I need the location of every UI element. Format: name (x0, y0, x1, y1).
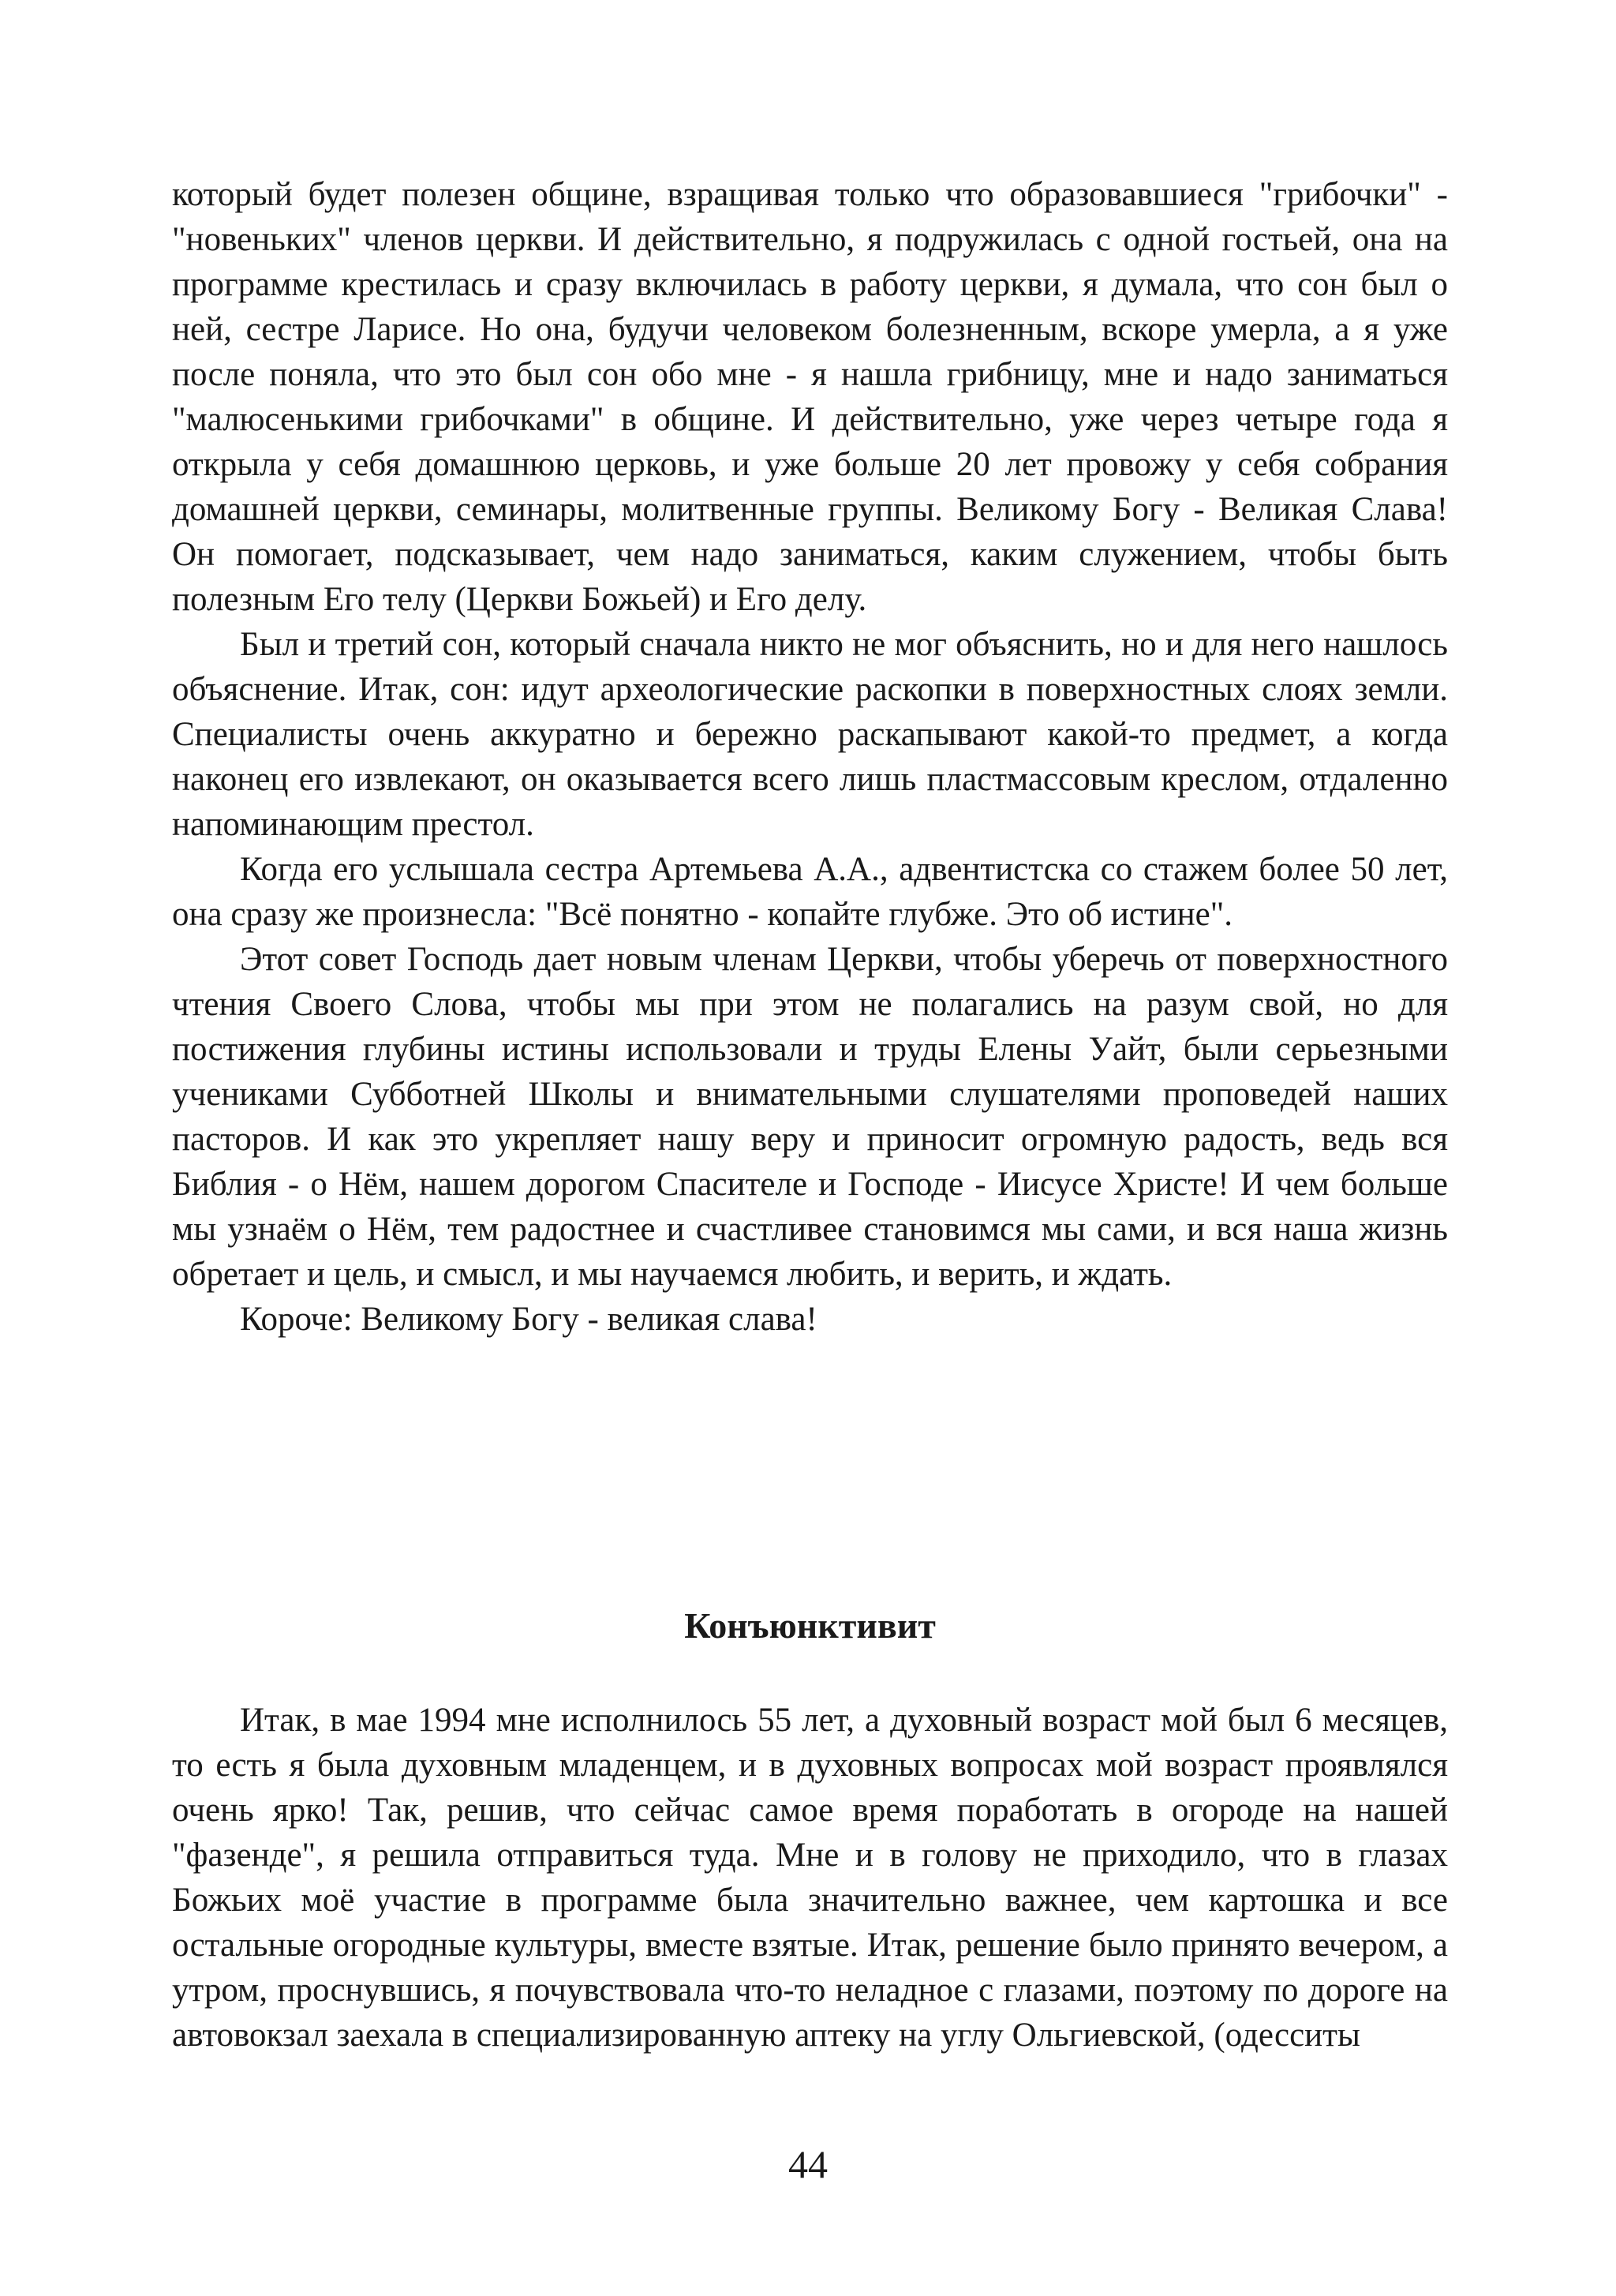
paragraph-3: Когда его услышала сестра Артемьева А.А., адвентистска со стажем более 50 лет, она сразу же произнесла: "Всё понятно - копайте глубже. Это об истине". (172, 851, 1448, 933)
body-text-section-2 (172, 1698, 1448, 2058)
paragraph-6: Итак, в мае 1994 мне исполнилось 55 лет, а духовный возраст мой был 6 месяцев, то есть я была духовным младенцем, и в духовных вопросах мой возраст проявлялся очень ярко! Так, решив, что сейчас самое время поработать в огороде на нашей "фазенде", я решила отправиться туда. Мне и в голову не приходило, что в глазах Божьих моё участие в программе была значительно важнее, чем картошка и все остальные огородные культуры, вместе взятые. Итак, решение было принято вечером, а утром, проснувшись, я почувствовала что-то неладное с глазами, поэтому по дороге на автовокзал заехала в специализированную аптеку на углу Ольгиевской, (одесситы (172, 1702, 1448, 2054)
page-number: 44 (788, 2142, 828, 2186)
paragraph-2: Был и третий сон, который сначала никто не мог объяснить, но и для него нашлось объяснение. Итак, сон: идут археологические раскопки в поверхностных слоях земли. Специалисты очень аккуратно и бережно раскапывают какой-то предмет, а когда наконец его извлекают, он оказывается всего лишь пластмассовым креслом, отдаленно напоминающим престол. (172, 626, 1448, 843)
paragraph-5: Короче: Великому Богу - великая слава! (240, 1301, 817, 1338)
body-text-section-1 (172, 172, 1448, 1342)
chapter-heading: Конъюнктивит (684, 1605, 936, 1646)
paragraph-4: Этот совет Господь дает новым членам Церкви, чтобы уберечь от поверхностного чтения Своего Слова, чтобы мы при этом не полагались на разум свой, но для постижения глубины истины использовали и труды Елены Уайт, были серьезными учениками Субботней Школы и внимательными слушателями проповедей наших пасторов. И как это укрепляет нашу веру и приносит огромную радость, ведь вся Библия - о Нём, нашем дорогом Спасителе и Господе - Иисусе Христе! И чем больше мы узнаём о Нём, тем радостнее и счастливее становимся мы сами, и вся наша жизнь обретает и цель, и смысл, и мы научаемся любить, и верить, и ждать. (172, 941, 1448, 1293)
paragraph-1: который будет полезен общине, взращивая только что образовавшиеся "грибочки" - "новеньких" членов церкви. И действительно, я подружилась с одной гостьей, она на программе крестилась и сразу включилась в работу церкви, я думала, что сон был о ней, сестре Ларисе. Но она, будучи человеком болезненным, вскоре умерла, а я уже после поняла, что это был сон обо мне - я нашла грибницу, мне и надо заниматься "малюсенькими грибочками" в общине. И действительно, уже через четыре года я открыла у себя домашнюю церковь, и уже больше 20 лет провожу у себя собрания домашней церкви, семинары, молитвенные группы. Великому Богу - Великая Слава! Он помогает, подсказывает, чем надо заниматься, каким служением, чтобы быть полезным Его телу (Церкви Божьей) и Его делу. (172, 176, 1448, 618)
